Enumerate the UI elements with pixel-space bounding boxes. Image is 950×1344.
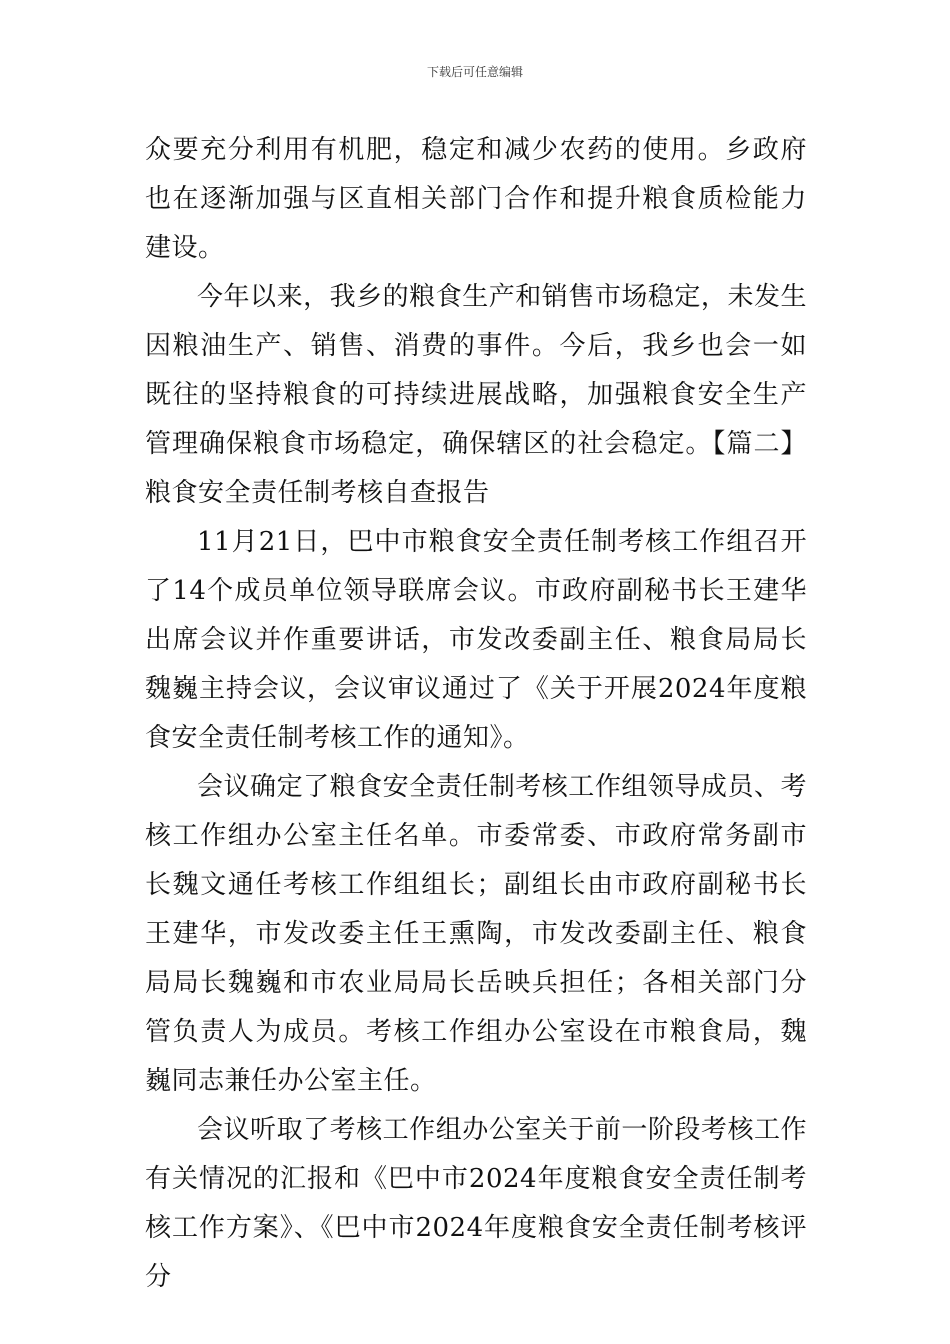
document-body — [145, 126, 807, 1302]
page-header: 下载后可任意编辑 — [426, 65, 523, 79]
paragraph-4: 会议确定了粮食安全责任制考核工作组领导成员、考核工作组办公室主任名单。市委常委、市政府常务副市长魏文通任考核工作组组长；副组长由市政府副秘书长王建华，市发改委主任王熏陶，市发改委副主任、粮食局局长魏巍和市农业局局长岳映兵担任；各相关部门分管负责人为成员。考核工作组办公室设在市粮食局，魏巍同志兼任办公室主任。 — [145, 772, 807, 1096]
paragraph-5: 会议听取了考核工作组办公室关于前一阶段考核工作有关情况的汇报和《巴中市2024年度粮食安全责任制考核工作方案》、《巴中市2024年度粮食安全责任制考核评分 — [145, 1115, 807, 1292]
paragraph-2: 今年以来，我乡的粮食生产和销售市场稳定，未发生因粮油生产、销售、消费的事件。今后，我乡也会一如既往的坚持粮食的可持续进展战略，加强粮食安全生产管理确保粮食市场稳定，确保辖区的社会稳定。【篇二】粮食安全责任制考核自查报告 — [145, 282, 807, 508]
paragraph-3: 11月21日，巴中市粮食安全责任制考核工作组召开了14个成员单位领导联席会议。市政府副秘书长王建华出席会议并作重要讲话，市发改委副主任、粮食局局长魏巍主持会议，会议审议通过了《关于开展2024年度粮食安全责任制考核工作的通知》。 — [145, 527, 807, 753]
paragraph-1: 众要充分利用有机肥，稳定和减少农药的使用。乡政府也在逐渐加强与区直相关部门合作和提升粮食质检能力建设。 — [145, 135, 807, 263]
